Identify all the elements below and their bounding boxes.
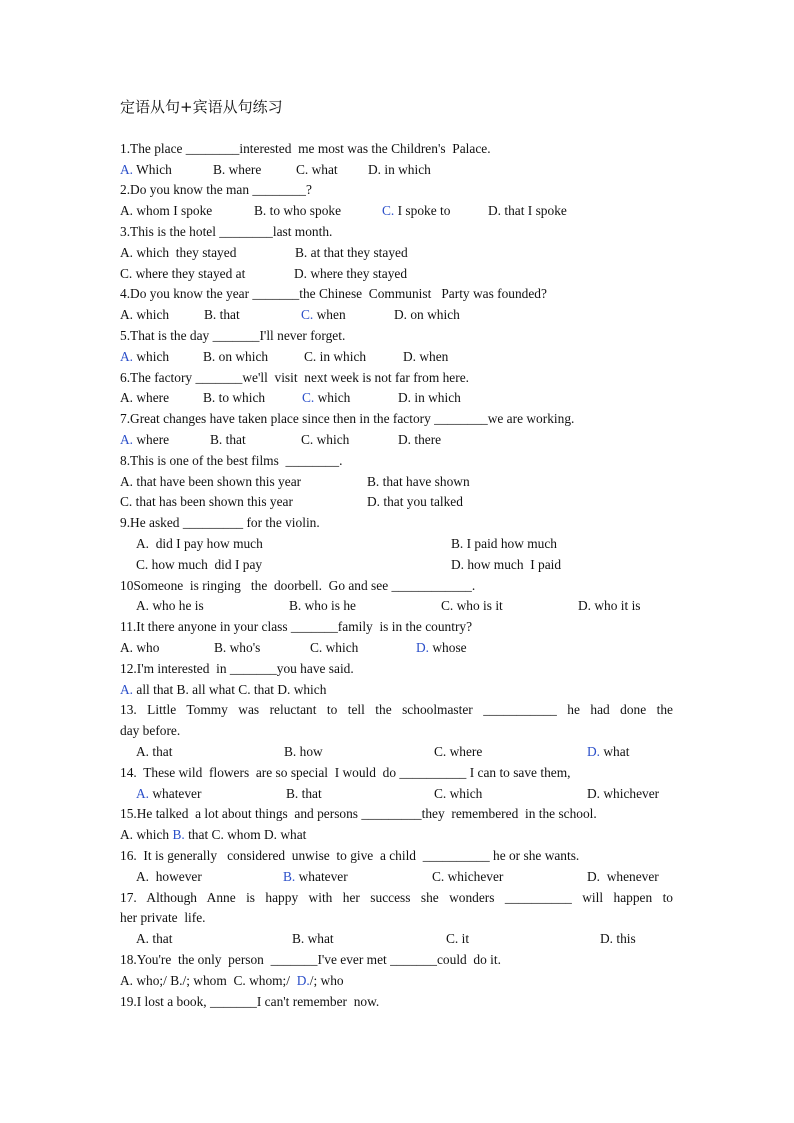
- question-17-option-a: A. that: [136, 931, 173, 946]
- question-8-option-c: C. that has been shown this year: [120, 494, 293, 509]
- question-5-stem: 5.That is the day _______I'll never forget.: [120, 328, 346, 343]
- answer-letter: A.: [120, 682, 134, 697]
- question-5-option-a: [120, 349, 169, 365]
- question-18-stem: 18.You're the only person _______I've ever met _______could do it.: [120, 952, 501, 967]
- question-16-option-d: D. whenever: [587, 869, 659, 884]
- question-19-stem: 19.I lost a book, _______I can't remember now.: [120, 994, 380, 1009]
- question-2-option-b: B. to who spoke: [254, 203, 342, 218]
- question-11-stem: 11.It there anyone in your class _______family is in the country?: [120, 619, 473, 634]
- question-1-option-b: B. where: [213, 162, 262, 177]
- answer-letter: C.: [301, 307, 314, 322]
- question-9-option-b: B. I paid how much: [451, 536, 557, 551]
- question-14-option-a: [136, 786, 201, 802]
- answer-letter: A.: [136, 786, 150, 801]
- question-14-option-b: B. that: [286, 786, 322, 801]
- question-16-option-b: [283, 869, 348, 885]
- question-5-option-c: C. in which: [304, 349, 367, 364]
- question-17-option-d: D. this: [600, 931, 636, 946]
- question-14-option-c: C. which: [434, 786, 483, 801]
- answer-letter: B.: [283, 869, 296, 884]
- question-8-option-a: A. that have been shown this year: [120, 474, 302, 489]
- question-1-option-c: C. what: [296, 162, 338, 177]
- question-10-option-b: B. who is he: [289, 598, 356, 613]
- question-13-stem-line-2: day before.: [120, 723, 181, 738]
- question-6-option-d: D. in which: [398, 390, 461, 405]
- question-15-stem: 15.He talked a lot about things and persons _________they remembered in the school.: [120, 806, 597, 821]
- option-text: I spoke to: [394, 203, 451, 218]
- question-10-stem: 10Someone is ringing the doorbell. Go and see ____________.: [120, 578, 476, 593]
- question-16-option-a: A. however: [136, 869, 202, 884]
- question-16-stem: 16. It is generally considered unwise to give a child __________ he or she wants.: [120, 848, 580, 863]
- answer-letter: A.: [120, 162, 134, 177]
- question-6-stem: 6.The factory _______we'll visit next week is not far from here.: [120, 370, 469, 385]
- question-11-option-d: [416, 640, 467, 656]
- answer-letter: D.: [587, 744, 601, 759]
- question-4-option-d: D. on which: [394, 307, 460, 322]
- option-text: which: [133, 349, 170, 364]
- question-5-option-b: B. on which: [203, 349, 269, 364]
- question-6-option-c: [302, 390, 350, 406]
- question-3-option-a: A. which they stayed: [120, 245, 237, 260]
- question-17-stem-line-1: 17. Although Anne is happy with her success she wonders __________ will happen to: [120, 890, 673, 905]
- question-3-option-b: B. at that they stayed: [295, 245, 408, 260]
- question-8-stem: 8.This is one of the best films ________.: [120, 453, 343, 468]
- option-text: /; who: [309, 973, 344, 988]
- question-4-stem: 4.Do you know the year _______the Chinese Communist Party was founded?: [120, 286, 547, 301]
- question-13-stem-line-1: 13. Little Tommy was reluctant to tell the schoolmaster ___________ he had done the: [120, 702, 673, 717]
- question-10-option-c: C. who is it: [441, 598, 503, 613]
- question-17-option-c: C. it: [446, 931, 470, 946]
- question-13-option-d: [587, 744, 629, 760]
- option-text: Which: [133, 162, 172, 177]
- question-5-option-d: D. when: [403, 349, 449, 364]
- question-14-stem: 14. These wild flowers are so special I would do __________ I can to save them,: [120, 765, 571, 780]
- option-text: when: [313, 307, 346, 322]
- answer-letter: A.: [120, 432, 134, 447]
- question-7-option-b: B. that: [210, 432, 246, 447]
- question-3-stem: 3.This is the hotel ________last month.: [120, 224, 333, 239]
- question-6-option-a: A. where: [120, 390, 170, 405]
- question-11-option-b: B. who's: [214, 640, 261, 655]
- question-13-option-b: B. how: [284, 744, 323, 759]
- question-13-option-c: C. where: [434, 744, 483, 759]
- question-8-option-d: D. that you talked: [367, 494, 463, 509]
- question-2-stem: 2.Do you know the man ________?: [120, 182, 312, 197]
- answer-letter: D.: [296, 973, 310, 988]
- question-10-option-d: D. who it is: [578, 598, 641, 613]
- question-10-option-a: A. who he is: [136, 598, 204, 613]
- option-text: A. which: [120, 827, 173, 842]
- question-1-option-d: D. in which: [368, 162, 431, 177]
- question-3-option-d: D. where they stayed: [294, 266, 408, 281]
- answer-letter: C.: [302, 390, 315, 405]
- question-9-stem: 9.He asked _________ for the violin.: [120, 515, 320, 530]
- option-text: what: [600, 744, 630, 759]
- question-4-option-a: A. which: [120, 307, 170, 322]
- option-text: A. who;/ B./; whom C. whom;/: [120, 973, 297, 988]
- page-title: 定语从句+宾语从句练习: [120, 98, 283, 116]
- answer-letter: B.: [172, 827, 185, 842]
- answer-letter: A.: [120, 349, 134, 364]
- question-9-option-d: D. how much I paid: [451, 557, 562, 572]
- option-text: that C. whom D. what: [184, 827, 307, 842]
- question-9-option-c: C. how much did I pay: [136, 557, 263, 572]
- question-2-option-a: A. whom I spoke: [120, 203, 213, 218]
- question-16-option-c: C. whichever: [432, 869, 504, 884]
- option-text: all that B. all what C. that D. which: [133, 682, 327, 697]
- question-1-stem: 1.The place ________interested me most was the Children's Palace.: [120, 141, 491, 156]
- question-14-option-d: D. whichever: [587, 786, 660, 801]
- question-3-option-c: C. where they stayed at: [120, 266, 246, 281]
- question-7-stem: 7.Great changes have taken place since then in the factory ________we are working.: [120, 411, 575, 426]
- question-9-option-a: A. did I pay how much: [136, 536, 263, 551]
- question-12-options: [120, 682, 326, 698]
- question-4-option-b: B. that: [204, 307, 240, 322]
- question-7-option-d: D. there: [398, 432, 442, 447]
- question-11-option-a: A. who: [120, 640, 160, 655]
- option-text: where: [133, 432, 170, 447]
- option-text: which: [314, 390, 351, 405]
- question-12-stem: 12.I'm interested in _______you have said.: [120, 661, 354, 676]
- question-8-option-b: B. that have shown: [367, 474, 470, 489]
- question-6-option-b: B. to which: [203, 390, 266, 405]
- question-17-stem-line-2: her private life.: [120, 910, 206, 925]
- question-17-option-b: B. what: [292, 931, 334, 946]
- answer-letter: C.: [382, 203, 395, 218]
- option-text: whose: [429, 640, 467, 655]
- question-4-option-c: [301, 307, 346, 323]
- question-7-option-c: C. which: [301, 432, 350, 447]
- question-2-option-d: D. that I spoke: [488, 203, 567, 218]
- option-text: whatever: [295, 869, 348, 884]
- question-13-option-a: A. that: [136, 744, 173, 759]
- answer-letter: D.: [416, 640, 430, 655]
- question-2-option-c: [382, 203, 450, 219]
- question-1-option-a: [120, 162, 172, 178]
- option-text: whatever: [149, 786, 202, 801]
- question-18-options: [120, 973, 344, 989]
- question-11-option-c: C. which: [310, 640, 359, 655]
- question-7-option-a: [120, 432, 169, 448]
- question-15-options: [120, 827, 306, 843]
